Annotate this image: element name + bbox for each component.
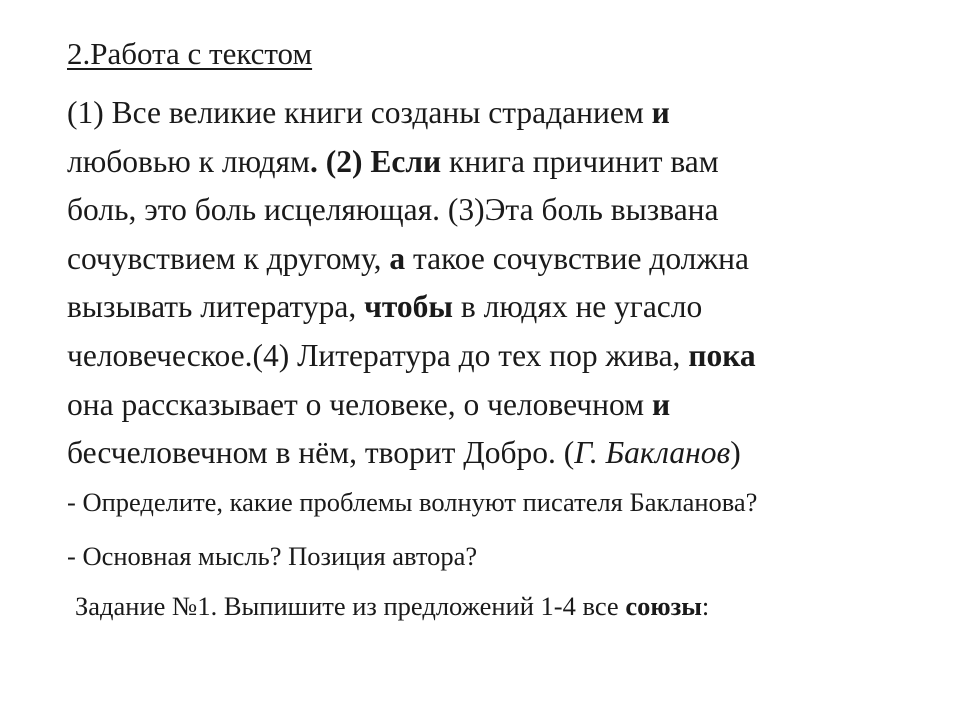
task-text: : (701, 591, 710, 621)
conjunction-highlight: чтобы (364, 289, 454, 325)
passage-text: она рассказывает о человеке, о человечном (67, 386, 652, 422)
passage-text: в людях не угасло (453, 289, 703, 325)
passage-text: сочувствием к другому, (67, 240, 390, 276)
passage-text: вызывать литература, (67, 289, 365, 325)
conjunction-highlight: а (389, 240, 406, 276)
section-heading: 2.Работа с текстом (67, 36, 313, 71)
passage-line (67, 138, 927, 187)
passage-line (67, 186, 927, 235)
task-text: Задание №1. Выпишите из предложений 1-4 все (75, 591, 626, 621)
passage-text: боль, это боль исцеляющая. (3)Эта боль вызвана (67, 192, 719, 228)
passage-line (67, 235, 927, 284)
passage-text: книга причинит вам (441, 143, 719, 179)
passage-line (67, 89, 927, 138)
passage-text: ) (730, 435, 741, 471)
passage-line (67, 429, 927, 478)
conjunction-highlight: пока (688, 337, 756, 373)
question-main-idea: - Основная мысль? Позиция автора? (67, 541, 478, 571)
conjunction-highlight: и (651, 95, 670, 130)
passage-text: бесчеловечном в нём, творит Добро. ( (67, 435, 575, 471)
text-passage (67, 89, 927, 478)
passage-text: человеческое.(4) Литература до тех пор жива, (67, 337, 689, 373)
passage-line (67, 332, 927, 381)
task-keyword: союзы (625, 591, 702, 621)
question-problems: - Определите, какие проблемы волнуют писателя Бакланова? (67, 487, 758, 517)
task-1 (75, 588, 709, 624)
passage-text: такое сочувствие должна (405, 240, 749, 276)
passage-line (67, 381, 927, 430)
passage-line (67, 283, 927, 332)
passage-text: любовью к людям (67, 143, 310, 179)
conjunction-highlight: . (2) Если (309, 143, 442, 179)
author-name: Г. Бакланов (574, 435, 731, 471)
conjunction-highlight: и (651, 386, 671, 422)
passage-text: (1) Все великие книги созданы страданием (67, 95, 652, 130)
